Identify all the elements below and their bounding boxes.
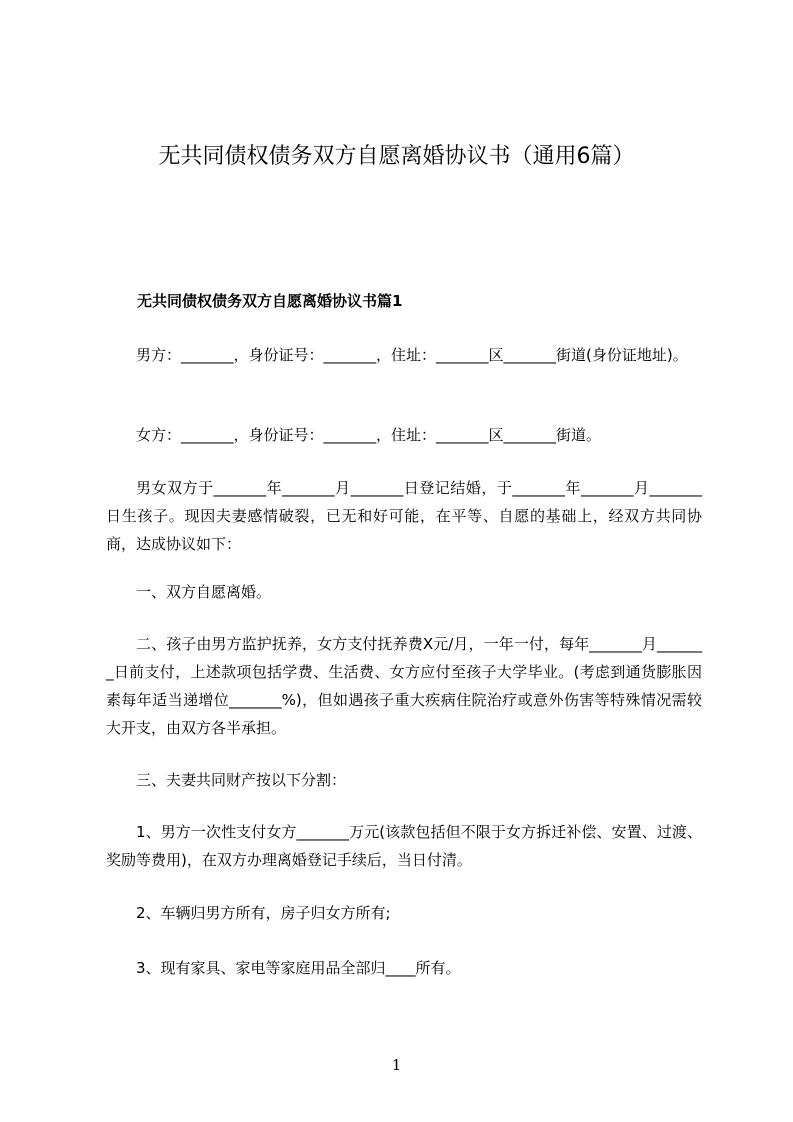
paragraph-clause-3: 三、夫妻共同财产按以下分割： [136, 771, 347, 789]
document-title: 无共同债权债务双方自愿离婚协议书（通用6篇） [158, 144, 635, 169]
paragraph-marriage-info: 男女双方于_______年_______月_______日登记结婚，于_______年_______月_______日生孩子。现因夫妻感情破裂，已无和好可能，在平等、自愿的基础上，经双方共同协商，达成协议如下： [106, 479, 702, 553]
paragraph-item-3: 3、现有家具、家电等家庭用品全部归____所有。 [136, 959, 461, 977]
page-number: 1 [391, 1056, 402, 1074]
paragraph-husband-info: 男方：_______，身份证号：_______，住址：_______区_______街道(身份证地址)。 [136, 346, 688, 364]
section-heading: 无共同债权债务双方自愿离婚协议书篇1 [137, 292, 403, 310]
paragraph-wife-info: 女方：_______，身份证号：_______，住址：_______区_______街道。 [136, 426, 602, 444]
paragraph-item-1: 1、男方一次性支付女方_______万元(该款包括但不限于女方拆迁补偿、安置、过渡、奖励等费用)，在双方办理离婚登记手续后，当日付清。 [106, 823, 702, 869]
paragraph-clause-1: 一、双方自愿离婚。 [136, 583, 272, 601]
paragraph-clause-2: 二、孩子由男方监护抚养，女方支付抚养费X元/月，一年一付，每年_______月_______日前支付，上述款项包括学费、生活费、女方应付至孩子大学毕业。(考虑到通货膨胀因素每年适当递增位_______%)，但如遇孩子重大疾病住院治疗或意外伤害等特殊情况需较大开支，由双方各半承担。 [106, 635, 702, 737]
paragraph-item-2: 2、车辆归男方所有，房子归女方所有; [136, 904, 391, 922]
